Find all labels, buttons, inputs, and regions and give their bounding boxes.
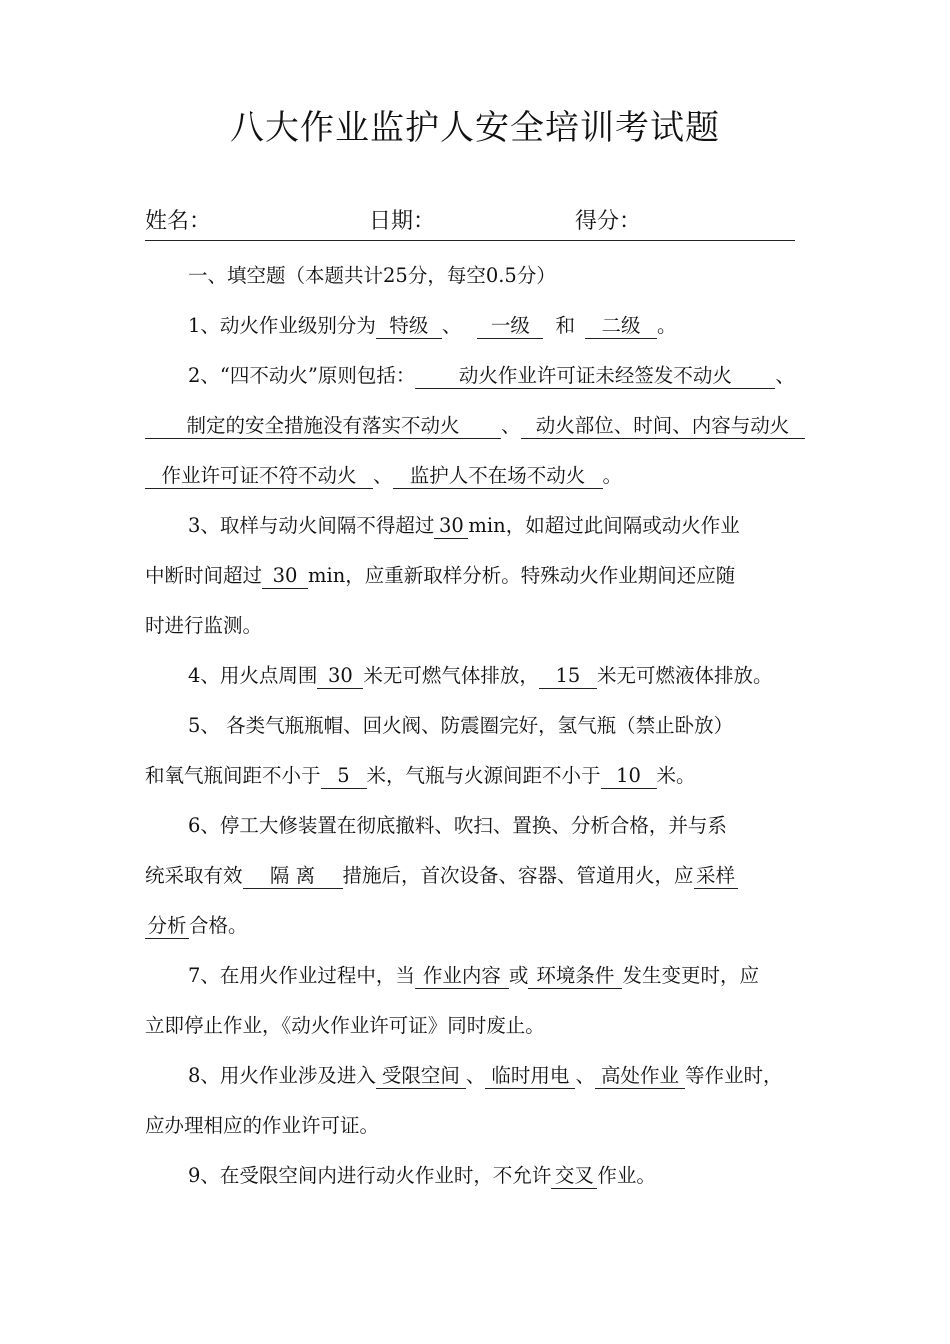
q2-text: 2、“四不动火”原则包括： bbox=[188, 364, 416, 387]
q1-text: 1、动火作业级别分为 bbox=[188, 314, 376, 337]
q5-end: 米。 bbox=[656, 764, 696, 787]
q4-mid: 米无可燃气体排放， bbox=[363, 664, 539, 687]
section-heading: 一、填空题（本题共计25分，每空0.5分） bbox=[188, 264, 556, 287]
name-label: 姓名： bbox=[145, 209, 212, 234]
question-2-line-3 bbox=[145, 460, 622, 489]
question-6-line-3 bbox=[145, 910, 248, 939]
q9-end: 作业。 bbox=[597, 1164, 656, 1187]
q4-end: 米无可燃液体排放。 bbox=[596, 664, 773, 687]
question-8-line-2: 应办理相应的作业许可证。 bbox=[145, 1114, 380, 1137]
score-label: 得分： bbox=[575, 209, 642, 234]
q8-text: 8、用火作业涉及进入 bbox=[188, 1064, 376, 1087]
q3-text-2: min，如超过此间隔或动火作业 bbox=[468, 514, 740, 537]
question-3-line-1 bbox=[188, 510, 740, 539]
q8-blank-3: 高处作业 bbox=[595, 1064, 685, 1089]
document-title: 八大作业监护人安全培训考试题 bbox=[230, 108, 720, 148]
q2-end: 。 bbox=[602, 464, 623, 487]
question-7-line-1 bbox=[188, 960, 759, 989]
q3-text-4: min，应重新取样分析。特殊动火作业期间还应随 bbox=[308, 564, 736, 587]
q7-mid: 或 bbox=[508, 964, 529, 987]
question-3-line-2 bbox=[145, 560, 735, 589]
q6-text: 统采取有效 bbox=[145, 864, 243, 887]
question-1 bbox=[188, 310, 676, 339]
question-5-line-2 bbox=[145, 760, 696, 789]
question-9 bbox=[188, 1160, 656, 1189]
q2-sep-1: 、 bbox=[775, 364, 795, 387]
question-3-line-3: 时进行监测。 bbox=[145, 614, 263, 637]
date-label: 日期： bbox=[369, 209, 436, 234]
question-2-line-2 bbox=[145, 410, 805, 439]
q3-blank-1: 30 bbox=[434, 514, 468, 539]
q6-blank-2a: 采样 bbox=[694, 864, 738, 889]
q4-text: 4、用火点周围 bbox=[188, 664, 318, 687]
student-info-row bbox=[145, 204, 795, 241]
q8-blank-2: 临时用电 bbox=[485, 1064, 575, 1089]
q7-text: 7、在用火作业过程中，当 bbox=[188, 964, 415, 987]
q8-sep-2: 、 bbox=[575, 1064, 595, 1087]
question-4 bbox=[188, 660, 772, 689]
q4-blank-1: 30 bbox=[317, 664, 363, 689]
q5-mid: 米，气瓶与火源间距不小于 bbox=[366, 764, 601, 787]
question-5-line-1: 5、 各类气瓶瓶帽、回火阀、防震圈完好，氢气瓶（禁止卧放） bbox=[188, 714, 734, 737]
q1-blank-2: 一级 bbox=[477, 314, 543, 339]
q6-end: 合格。 bbox=[189, 914, 248, 937]
q8-text-2: 等作业时， bbox=[684, 1064, 783, 1087]
q3-blank-2: 30 bbox=[262, 564, 308, 589]
q2-sep-3: 、 bbox=[373, 464, 393, 487]
q9-blank-1: 交叉 bbox=[551, 1164, 597, 1189]
question-7-line-2: 立即停止作业，《动火作业许可证》同时废止。 bbox=[145, 1014, 545, 1037]
q2-blank-4: 监护人不在场不动火 bbox=[393, 464, 603, 489]
question-6-line-1: 6、停工大修装置在彻底撤料、吹扫、置换、分析合格，并与系 bbox=[188, 814, 727, 837]
q2-blank-2: 制定的安全措施没有落实不动火 bbox=[145, 414, 501, 439]
q2-sep-2: 、 bbox=[501, 414, 521, 437]
question-6-line-2 bbox=[145, 860, 738, 889]
q2-blank-3b: 作业许可证不符不动火 bbox=[145, 464, 373, 489]
q6-blank-2b: 分析 bbox=[145, 914, 189, 939]
q3-text-1: 3、取样与动火间隔不得超过 bbox=[188, 514, 435, 537]
q4-blank-2: 15 bbox=[539, 664, 597, 689]
q8-sep-1: 、 bbox=[465, 1064, 486, 1087]
q7-blank-2: 环境条件 bbox=[528, 964, 622, 989]
q3-text-3: 中断时间超过 bbox=[145, 564, 263, 587]
q2-blank-3a: 动火部位、时间、内容与动火 bbox=[521, 414, 805, 439]
q1-blank-1: 特级 bbox=[376, 314, 442, 339]
q2-blank-1: 动火作业许可证未经签发不动火 bbox=[415, 364, 775, 389]
q6-blank-1: 隔 离 bbox=[243, 864, 343, 889]
q7-text-2: 发生变更时，应 bbox=[622, 964, 759, 987]
q5-blank-1: 5 bbox=[321, 764, 367, 789]
q1-blank-3: 二级 bbox=[585, 314, 657, 339]
question-2-line-1 bbox=[188, 360, 795, 389]
q1-end: 。 bbox=[656, 314, 677, 337]
q5-blank-2: 10 bbox=[601, 764, 657, 789]
q9-text: 9、在受限空间内进行动火作业时，不允许 bbox=[188, 1164, 552, 1187]
q5-text: 和氧气瓶间距不小于 bbox=[145, 764, 321, 787]
q6-mid: 措施后，首次设备、容器、管道用火，应 bbox=[342, 864, 694, 887]
q7-blank-1: 作业内容 bbox=[415, 964, 509, 989]
q1-sep-2: 和 bbox=[555, 314, 575, 337]
question-8-line-1 bbox=[188, 1060, 782, 1089]
q1-sep-1: 、 bbox=[441, 314, 462, 337]
q8-blank-1: 受限空间 bbox=[376, 1064, 466, 1089]
